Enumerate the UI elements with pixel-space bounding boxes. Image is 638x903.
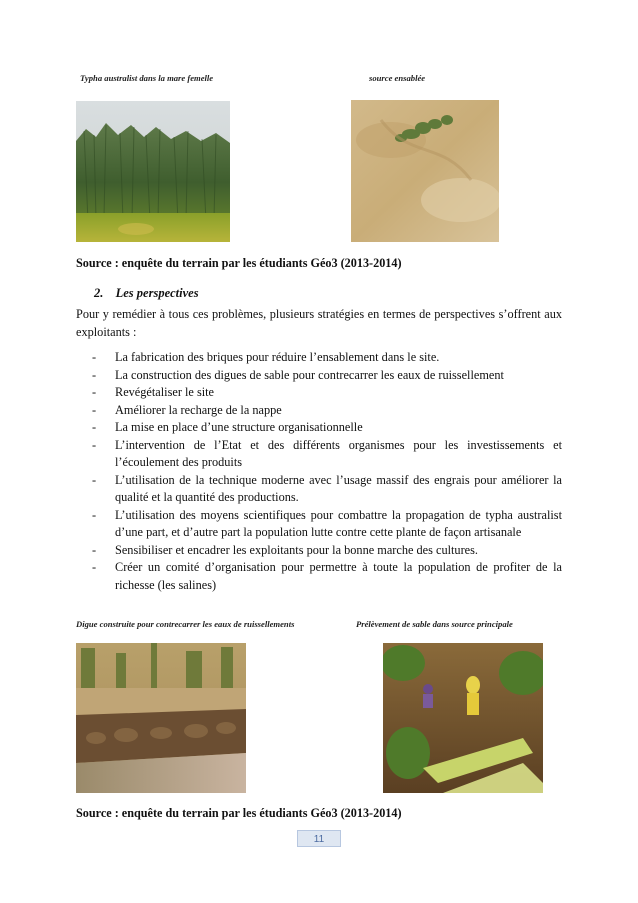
list-item <box>76 367 562 385</box>
list-item-text: Créer un comité d’organisation pour permettre à toute la population de profiter de la richesse (les salines) <box>115 560 562 592</box>
source-note-top: Source : enquête du terrain par les étudiants Géo3 (2013-2014) <box>76 256 402 270</box>
list-item <box>76 349 562 367</box>
list-item-text: L’utilisation de la technique moderne avec l’usage massif des engrais pour améliorer la qualité et la quantité des productions. <box>115 472 562 504</box>
list-item-marker: - <box>92 402 97 417</box>
perspectives-list <box>76 349 562 594</box>
list-item-marker: - <box>92 385 97 399</box>
list-item-marker: - <box>92 367 97 382</box>
photo-caption-sanded-source: source ensablée <box>369 73 426 83</box>
photo-typha-reeds <box>76 101 230 242</box>
page-number: 11 <box>297 830 341 847</box>
photo-caption-typha: Typha australist dans la mare femelle <box>80 73 214 83</box>
photo-caption-sand-extraction: Prélèvement de sable dans source principale <box>356 619 513 629</box>
list-item-marker: - <box>92 420 97 434</box>
list-item <box>76 419 562 437</box>
list-item-marker: - <box>92 560 97 574</box>
list-item-marker: - <box>92 542 97 557</box>
list-item-text: Sensibiliser et encadrer les exploitants pour la bonne marche des cultures. <box>115 542 478 557</box>
list-item-marker: - <box>92 472 97 487</box>
list-item-text: La mise en place d’une structure organisationnelle <box>115 420 363 434</box>
list-item <box>76 384 562 402</box>
list-item-marker: - <box>92 437 97 452</box>
list-item <box>76 507 562 542</box>
list-item <box>76 402 562 420</box>
list-item-text: Améliorer la recharge de la nappe <box>115 402 282 417</box>
source-note-bottom: Source : enquête du terrain par les étudiants Géo3 (2013-2014) <box>76 806 402 820</box>
list-item <box>76 559 562 594</box>
intro-paragraph: Pour y remédier à tous ces problèmes, plusieurs stratégies en termes de perspectives s’offrent aux exploitants : <box>76 307 562 339</box>
list-item-marker: - <box>92 507 97 522</box>
photo-sanded-source <box>351 100 499 242</box>
photo-sand-extraction <box>383 643 543 793</box>
section-title: Les perspectives <box>115 286 199 300</box>
list-item-text: L’intervention de l’Etat et des différents organismes pour les investissements et l’écoulement des produits <box>115 437 562 469</box>
photo-caption-dike: Digue construite pour contrecarrer les eaux de ruissellements <box>76 619 295 629</box>
section-number: 2. <box>94 286 104 300</box>
list-item <box>76 437 562 472</box>
list-item-text: La construction des digues de sable pour contrecarrer les eaux de ruissellement <box>115 367 504 382</box>
list-item-text: La fabrication des briques pour réduire l’ensablement dans le site. <box>115 350 440 364</box>
photo-sand-dike <box>76 643 246 793</box>
list-item-text: L’utilisation des moyens scientifiques pour combattre la propagation de typha australist d’une part, et d’autre part la population lutte contre cette plante de façon artisanale <box>115 507 562 539</box>
list-item-marker: - <box>92 350 97 364</box>
list-item <box>76 472 562 507</box>
section-heading <box>94 286 199 301</box>
list-item-text: Revégétaliser le site <box>115 385 215 399</box>
list-item <box>76 542 562 560</box>
